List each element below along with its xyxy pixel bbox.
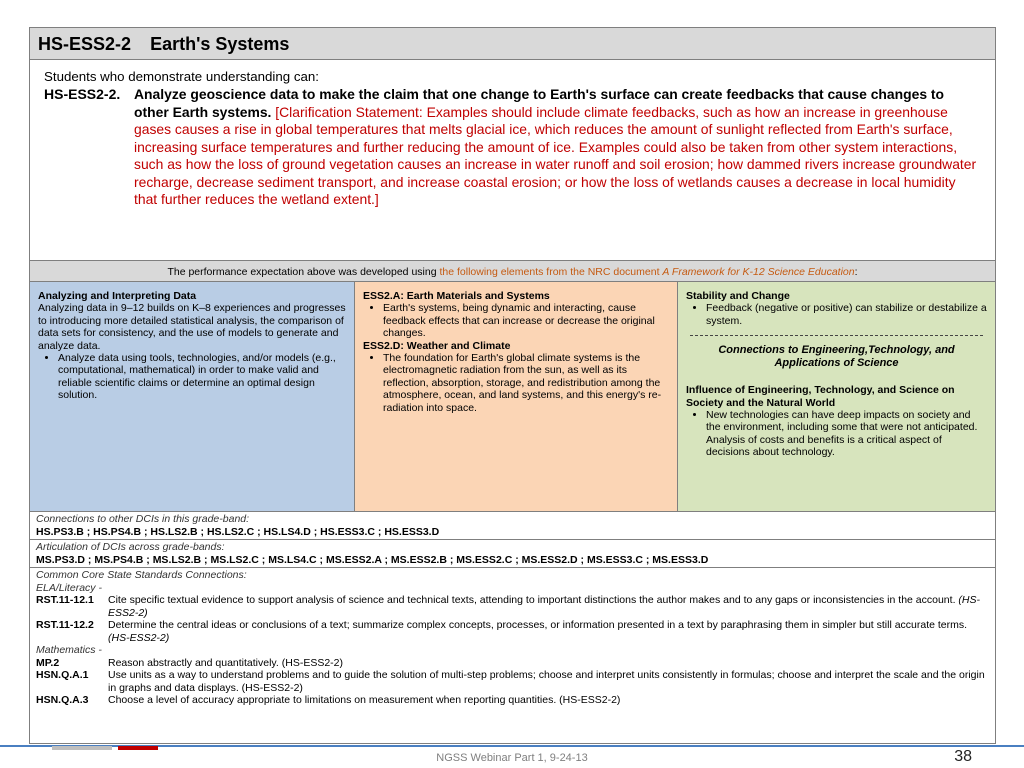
ccss-code: HSN.Q.A.1 (36, 669, 89, 681)
crosscutting-bullet: • Feedback (negative or positive) can stabilize or destabilize a system. (706, 302, 987, 327)
ccss-label: Common Core State Standards Connections: (36, 569, 247, 581)
ccss-item-mp2 (36, 657, 989, 670)
pe-intro: Students who demonstrate understanding can: (44, 69, 319, 84)
standard-code: HS-ESS2-2 (38, 34, 132, 54)
framework-prefix: The performance expectation above was developed using (167, 266, 440, 278)
practice-heading: Analyzing and Interpreting Data (38, 290, 197, 302)
ccss-item-hsn1 (36, 669, 989, 694)
connections-heading: Connections to Engineering,Technology, and Applications of Science (718, 344, 955, 370)
framework-highlight: the following elements from the NRC document (439, 266, 663, 278)
dci-grade-band-value: HS.PS3.B ; HS.PS4.B ; HS.LS2.B ; HS.LS2.C ; HS.LS4.D ; HS.ESS3.C ; HS.ESS3.D (36, 525, 440, 538)
ccss-item-hsn3 (36, 694, 989, 707)
dci-grade-band-label: Connections to other DCIs in this grade-band: (36, 513, 250, 525)
dci-across-value: MS.PS3.D ; MS.PS4.B ; MS.LS2.B ; MS.LS2.C ; MS.LS4.C ; MS.ESS2.A ; MS.ESS2.B ; MS.ESS2.C ; MS.ESS2.D ; MS.ESS3.C ; MS.ESS3.D (36, 553, 709, 566)
footer-tab (52, 746, 112, 750)
ela-label: ELA/Literacy - (36, 581, 102, 594)
dci-bullet-ess2a: • Earth's systems, being dynamic and interacting, cause feedback effects that can increase or decrease the original changes. (383, 302, 669, 339)
dci-heading-ess2d: ESS2.D: Weather and Climate (363, 339, 511, 352)
ccss-item-rst2 (36, 619, 989, 644)
dci-across-row (30, 540, 995, 568)
dci-bullet-ess2d: • The foundation for Earth's global climate systems is the electromagnetic radiation from the sun, as well as its reflection, absorption, storage, and redistribution among the atmosphere, ocean, and land systems, and this energy's re-radiation into space. (383, 352, 669, 414)
ccss-section (30, 568, 995, 708)
footer-tab-accent (118, 746, 158, 750)
ccss-code: MP.2 (36, 656, 60, 669)
ccss-text: Determine the central ideas or conclusions of a text; summarize complex concepts, processes, or information presented in a text by paraphrasing them in simpler but still accurate terms. (108, 619, 968, 631)
foundation-boxes (30, 282, 995, 512)
ccss-text: Use units as a way to understand problems and to guide the solution of multi-step problems; choose and interpret units consistently in formulas; choose and interpret the scale and the origin in graphs and data displays. (HS-ESS2-2) (108, 669, 985, 694)
ccss-tag: (HS-ESS2-2) (108, 631, 170, 644)
influence-heading: Influence of Engineering, Technology, and Science on Society and the Natural World (686, 384, 955, 409)
ccss-item-rst1 (36, 594, 989, 619)
page-number: 38 (954, 748, 972, 765)
dci-grade-band-row (30, 512, 995, 540)
standard-title: Earth's Systems (150, 34, 290, 54)
ccss-text: Reason abstractly and quantitatively. (HS-ESS2-2) (108, 656, 343, 669)
math-label: Mathematics - (36, 644, 102, 656)
crosscutting-heading: Stability and Change (686, 290, 790, 302)
dashed-divider (690, 335, 983, 336)
ccss-code: HSN.Q.A.3 (36, 694, 89, 706)
ccss-text: Choose a level of accuracy appropriate to limitations on measurement when reporting quantities. (HS-ESS2-2) (108, 694, 621, 706)
crosscutting-box (677, 282, 995, 511)
ccss-code: RST.11-12.1 (36, 594, 94, 606)
title-bar (30, 28, 995, 60)
ccss-tag: (HS-ESS2-2) (108, 594, 980, 619)
pe-claim: Analyze geoscience data to make the claim that one change to Earth's surface can create feedbacks that cause changes to other Earth systems. (134, 86, 945, 120)
dci-box (354, 282, 677, 511)
dci-across-label: Articulation of DCIs across grade-bands: (36, 541, 225, 553)
ccss-text: Cite specific textual evidence to support analysis of science and technical texts, attending to important distinctions the author makes and to any gaps or inconsistencies in the account. (108, 594, 956, 606)
practice-bullet: • Analyze data using tools, technologies, and/or models (e.g., computational, mathematical) in order to make valid and reliable scientific claims or determine an optimal design solution. (58, 352, 346, 402)
influence-bullet: • New technologies can have deep impacts on society and the environment, including some that were not anticipated. Analysis of costs and benefits is a critical aspect of decisions about technology. (706, 409, 987, 459)
practices-box (30, 282, 354, 511)
pe-code: HS-ESS2-2. (44, 86, 121, 102)
framework-title: A Framework for K-12 Science Education (662, 266, 855, 278)
performance-expectation (30, 60, 995, 260)
ccss-code: RST.11-12.2 (36, 619, 94, 631)
framework-suffix: : (854, 266, 858, 278)
footer-text: NGSS Webinar Part 1, 9-24-13 (436, 752, 588, 764)
framework-bar (30, 260, 995, 282)
practice-body: Analyzing data in 9–12 builds on K–8 experiences and progresses to introducing more detailed statistical analysis, the comparison of data sets for consistency, and the use of models to generate and analyze data. (38, 302, 346, 352)
standards-document (29, 27, 996, 744)
dci-heading-ess2a: ESS2.A: Earth Materials and Systems (363, 290, 550, 302)
clarification-statement: [Clarification Statement: Examples should include climate feedbacks, such as how an increase in greenhouse gases causes a rise in global temperatures that melts glacial ice, which reduces the amount of sunlight reflected from Earth's surface, increasing surface temperatures and further reducing the amount of ice. Examples could also be taken from other system interactions, such as how the loss of ground vegetation causes an increase in water runoff and soil erosion; how dammed rivers increase groundwater recharge, decrease sediment transport, and increase coastal erosion; or how the loss of wetlands causes a decrease in local humidity that further reduces the wetland extent.] (134, 103, 977, 207)
